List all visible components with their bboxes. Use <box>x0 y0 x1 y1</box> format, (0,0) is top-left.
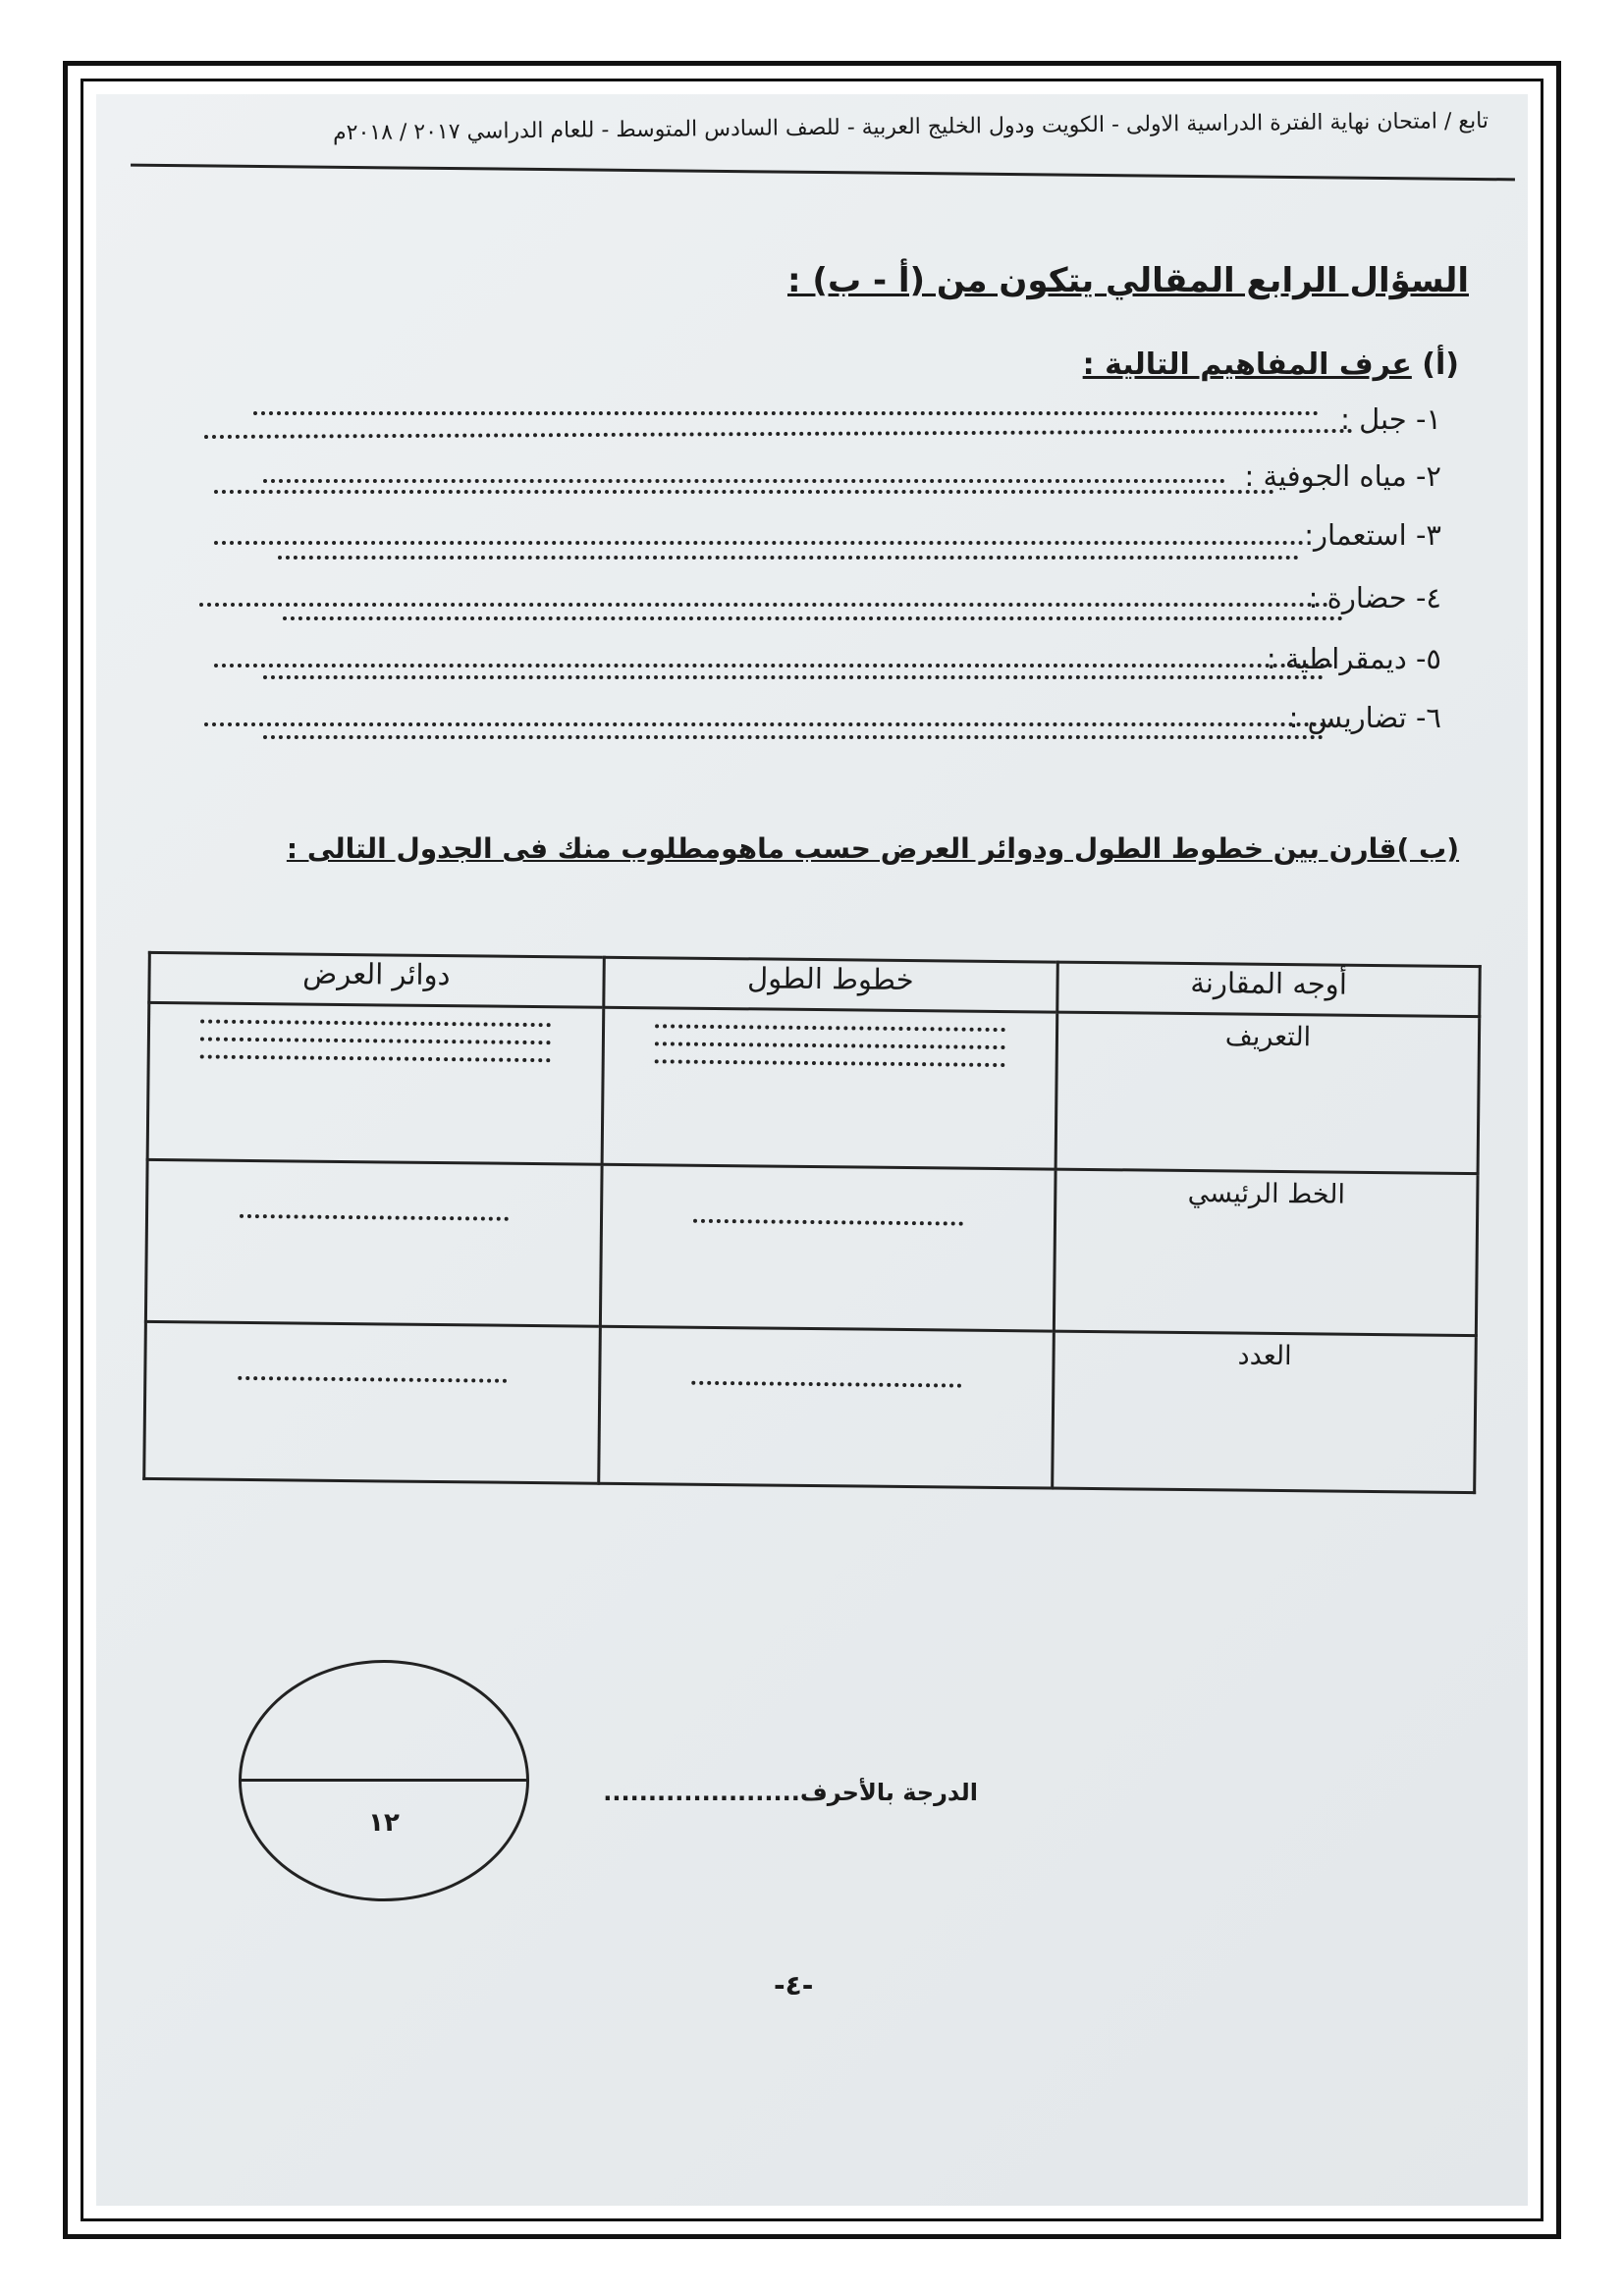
answer-line[interactable] <box>263 735 1324 739</box>
definition-item-4 <box>1309 581 1441 614</box>
exam-page <box>96 94 1528 2206</box>
answer-cell[interactable] <box>145 1159 601 1326</box>
answer-cell[interactable] <box>147 1002 603 1164</box>
answer-cell[interactable] <box>598 1326 1054 1488</box>
total-score: ١٢ <box>368 1808 400 1838</box>
answer-line[interactable] <box>199 603 1328 607</box>
answer-line[interactable] <box>214 490 1274 494</box>
answer-cell[interactable] <box>144 1321 600 1483</box>
answer-line <box>238 1376 508 1383</box>
header-divider <box>131 164 1515 182</box>
answer-line[interactable] <box>253 411 1319 415</box>
table-row <box>145 1159 1478 1335</box>
answer-cell[interactable] <box>602 1007 1057 1169</box>
definition-item-2 <box>1244 459 1441 493</box>
question-title: السؤال الرابع المقالي يتكون من (أ - ب) : <box>786 261 1469 300</box>
row-label-main-line: الخط الرئيسي <box>1054 1169 1478 1335</box>
part-a-heading <box>1083 347 1459 382</box>
answer-line[interactable] <box>214 664 1333 667</box>
definition-item-6 <box>1289 701 1441 734</box>
row-label-definition: التعريف <box>1056 1012 1480 1173</box>
definition-label: ٤- حضارة : <box>1308 581 1441 614</box>
comparison-table <box>142 951 1482 1494</box>
definition-label: ٦- تضاريس : <box>1288 701 1441 734</box>
score-circle <box>239 1660 529 1901</box>
answer-line <box>691 1381 961 1388</box>
definition-label: ٣- استعمار: <box>1304 518 1441 552</box>
score-divider <box>242 1779 526 1782</box>
part-a-instruction: عرف المفاهيم التالية : <box>1082 347 1412 382</box>
answer-line[interactable] <box>204 429 1353 439</box>
grade-in-words[interactable]: الدرجة بالأحرف...................... <box>603 1779 978 1806</box>
definition-item-1 <box>1340 402 1441 436</box>
part-b-instruction: (ب )قارن بين خطوط الطول ودوائر العرض حسب ماهومطلوب منك فى الجدول التالى : <box>286 832 1459 865</box>
answer-line <box>655 1041 1005 1049</box>
definition-item-5 <box>1267 642 1441 675</box>
row-label-count: العدد <box>1053 1331 1477 1492</box>
answer-line <box>693 1219 963 1226</box>
part-a-label: (أ) <box>1422 347 1459 382</box>
answer-line[interactable] <box>283 616 1343 620</box>
answer-line[interactable] <box>263 675 1324 679</box>
table-row <box>147 1002 1480 1173</box>
answer-line <box>240 1214 510 1221</box>
table-row <box>144 1321 1477 1492</box>
definition-label: ٥- ديمقراطية : <box>1266 642 1441 675</box>
answer-line <box>200 1019 551 1027</box>
header-comparison-aspects: أوجه المقارنة <box>1057 962 1480 1016</box>
header-latitude-circles: دوائر العرض <box>149 952 604 1007</box>
definition-label: ١- جبل : <box>1340 402 1441 436</box>
definition-item-3 <box>1304 518 1441 552</box>
answer-line[interactable] <box>263 479 1225 483</box>
definition-label: ٢- مياه الجوفية : <box>1244 459 1441 493</box>
header-longitude-lines: خطوط الطول <box>603 957 1057 1012</box>
answer-line[interactable] <box>204 722 1333 726</box>
answer-line[interactable] <box>214 541 1304 545</box>
answer-line <box>200 1054 551 1062</box>
answer-line <box>655 1024 1005 1032</box>
exam-header: تابع / امتحان نهاية الفترة الدراسية الاولى - الكويت ودول الخليج العربية - للصف السادس المتوسط - للعام الدراسي ٢٠١٧ / ٢٠١٨م <box>332 108 1489 146</box>
answer-line[interactable] <box>278 556 1299 560</box>
answer-line <box>655 1059 1005 1067</box>
answer-cell[interactable] <box>600 1164 1056 1331</box>
page-number: -٤- <box>774 1969 814 2002</box>
answer-line <box>200 1037 551 1044</box>
